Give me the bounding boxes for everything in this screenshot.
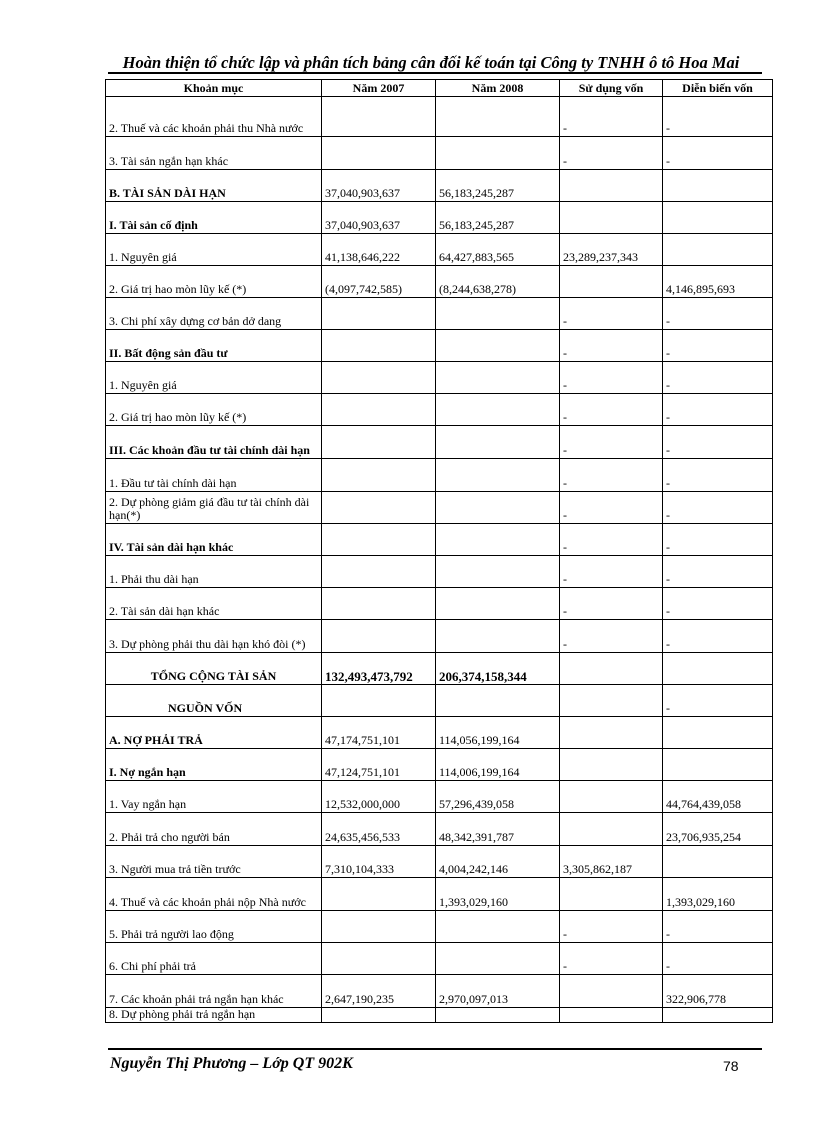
year-2007-cell: 7,310,104,333 <box>322 846 436 878</box>
change-of-funds-cell <box>663 653 773 685</box>
year-2008-cell: 56,183,245,287 <box>436 202 560 234</box>
change-of-funds-cell: 23,706,935,254 <box>663 813 773 846</box>
use-of-funds-cell <box>560 685 663 717</box>
table-row <box>106 170 773 202</box>
use-of-funds-cell <box>560 266 663 298</box>
change-of-funds-cell: 322,906,778 <box>663 975 773 1008</box>
table-row <box>106 492 773 524</box>
row-label: TỔNG CỘNG TÀI SẢN <box>106 653 322 685</box>
change-of-funds-cell: - <box>663 588 773 620</box>
table-row <box>106 878 773 911</box>
year-2008-cell <box>436 1008 560 1023</box>
year-2008-cell: 114,056,199,164 <box>436 717 560 749</box>
year-2007-cell <box>322 330 436 362</box>
year-2008-cell <box>436 524 560 556</box>
use-of-funds-cell <box>560 1008 663 1023</box>
table-row <box>106 97 773 137</box>
change-of-funds-cell: - <box>663 911 773 943</box>
row-label: 3. Tài sản ngắn hạn khác <box>106 137 322 170</box>
change-of-funds-cell: - <box>663 685 773 717</box>
row-label: 1. Nguyên giá <box>106 234 322 266</box>
row-label: NGUỒN VỐN <box>106 685 322 717</box>
column-header-change-of-funds: Diễn biến vốn <box>663 80 773 97</box>
year-2008-cell: 4,004,242,146 <box>436 846 560 878</box>
change-of-funds-cell: - <box>663 137 773 170</box>
row-label: 3. Dự phòng phải thu dài hạn khó đòi (*) <box>106 620 322 653</box>
year-2008-cell <box>436 685 560 717</box>
change-of-funds-cell: 1,393,029,160 <box>663 878 773 911</box>
year-2008-cell <box>436 588 560 620</box>
year-2008-cell <box>436 298 560 330</box>
table-row <box>106 749 773 781</box>
change-of-funds-cell <box>663 170 773 202</box>
row-label: 3. Người mua trả tiền trước <box>106 846 322 878</box>
year-2007-cell <box>322 394 436 426</box>
year-2008-cell <box>436 620 560 653</box>
change-of-funds-cell: - <box>663 362 773 394</box>
use-of-funds-cell <box>560 813 663 846</box>
year-2007-cell <box>322 685 436 717</box>
use-of-funds-cell: - <box>560 362 663 394</box>
change-of-funds-cell: - <box>663 426 773 459</box>
table-row <box>106 202 773 234</box>
row-label: 1. Nguyên giá <box>106 362 322 394</box>
use-of-funds-cell <box>560 878 663 911</box>
table-row <box>106 137 773 170</box>
year-2007-cell: (4,097,742,585) <box>322 266 436 298</box>
table-row <box>106 717 773 749</box>
change-of-funds-cell: - <box>663 943 773 975</box>
use-of-funds-cell: - <box>560 137 663 170</box>
row-label: 2. Thuế và các khoản phải thu Nhà nước <box>106 97 322 137</box>
year-2008-cell <box>436 492 560 524</box>
row-label: 2. Phải trả cho người bán <box>106 813 322 846</box>
year-2007-cell <box>322 459 436 492</box>
year-2007-cell: 132,493,473,792 <box>322 653 436 685</box>
table-row <box>106 1008 773 1023</box>
table-header-row <box>106 80 773 97</box>
year-2007-cell <box>322 524 436 556</box>
year-2007-cell: 47,174,751,101 <box>322 717 436 749</box>
row-label: 1. Phải thu dài hạn <box>106 556 322 588</box>
table-row <box>106 685 773 717</box>
year-2007-cell <box>322 878 436 911</box>
change-of-funds-cell: - <box>663 330 773 362</box>
row-label: 2. Dự phòng giảm giá đầu tư tài chính dài hạn(*) <box>106 492 322 524</box>
table-row <box>106 588 773 620</box>
use-of-funds-cell: 3,305,862,187 <box>560 846 663 878</box>
column-header-2007: Năm 2007 <box>322 80 436 97</box>
change-of-funds-cell <box>663 202 773 234</box>
year-2007-cell <box>322 588 436 620</box>
use-of-funds-cell: - <box>560 524 663 556</box>
year-2007-cell: 37,040,903,637 <box>322 170 436 202</box>
year-2008-cell: 2,970,097,013 <box>436 975 560 1008</box>
year-2008-cell <box>436 137 560 170</box>
table-row <box>106 298 773 330</box>
year-2008-cell <box>436 330 560 362</box>
column-header-item: Khoản mục <box>106 80 322 97</box>
change-of-funds-cell: 4,146,895,693 <box>663 266 773 298</box>
page-number: 78 <box>723 1058 739 1074</box>
balance-sheet-table <box>105 79 773 1023</box>
row-label: 1. Đầu tư tài chính dài hạn <box>106 459 322 492</box>
year-2008-cell <box>436 911 560 943</box>
row-label: 4. Thuế và các khoản phải nộp Nhà nước <box>106 878 322 911</box>
row-label: I. Tài sản cố định <box>106 202 322 234</box>
row-label: 3. Chi phí xây dựng cơ bản dở dang <box>106 298 322 330</box>
row-label: 2. Giá trị hao mòn lũy kế (*) <box>106 266 322 298</box>
use-of-funds-cell: - <box>560 588 663 620</box>
year-2007-cell: 24,635,456,533 <box>322 813 436 846</box>
use-of-funds-cell: - <box>560 426 663 459</box>
use-of-funds-cell: - <box>560 943 663 975</box>
table-row <box>106 556 773 588</box>
use-of-funds-cell: - <box>560 556 663 588</box>
table-row <box>106 975 773 1008</box>
use-of-funds-cell <box>560 717 663 749</box>
change-of-funds-cell: - <box>663 524 773 556</box>
change-of-funds-cell: - <box>663 492 773 524</box>
year-2008-cell: 57,296,439,058 <box>436 781 560 813</box>
year-2007-cell <box>322 1008 436 1023</box>
year-2007-cell: 2,647,190,235 <box>322 975 436 1008</box>
use-of-funds-cell <box>560 170 663 202</box>
change-of-funds-cell <box>663 717 773 749</box>
year-2007-cell <box>322 556 436 588</box>
year-2007-cell: 41,138,646,222 <box>322 234 436 266</box>
year-2008-cell <box>436 97 560 137</box>
year-2008-cell: 1,393,029,160 <box>436 878 560 911</box>
table-row <box>106 911 773 943</box>
table-row <box>106 781 773 813</box>
year-2007-cell: 37,040,903,637 <box>322 202 436 234</box>
page-header-title: Hoàn thiện tổ chức lập và phân tích bảng cân đối kế toán tại Công ty TNHH ô tô Hoa Mai <box>122 53 740 72</box>
table-row <box>106 813 773 846</box>
footer-author: Nguyễn Thị Phương – Lớp QT 902K <box>110 1055 353 1072</box>
row-label: A. NỢ PHẢI TRẢ <box>106 717 322 749</box>
year-2008-cell <box>436 459 560 492</box>
table-row <box>106 394 773 426</box>
use-of-funds-cell: - <box>560 459 663 492</box>
use-of-funds-cell: - <box>560 97 663 137</box>
change-of-funds-cell <box>663 234 773 266</box>
footer-divider <box>108 1048 762 1050</box>
year-2007-cell <box>322 97 436 137</box>
use-of-funds-cell <box>560 975 663 1008</box>
table-row <box>106 524 773 556</box>
change-of-funds-cell <box>663 1008 773 1023</box>
year-2007-cell <box>322 492 436 524</box>
year-2008-cell <box>436 943 560 975</box>
change-of-funds-cell: 44,764,439,058 <box>663 781 773 813</box>
use-of-funds-cell <box>560 781 663 813</box>
row-label: I. Nợ ngắn hạn <box>106 749 322 781</box>
row-label: 8. Dự phòng phải trả ngắn hạn <box>106 1008 322 1023</box>
table-row <box>106 234 773 266</box>
row-label: 1. Vay ngắn hạn <box>106 781 322 813</box>
year-2008-cell <box>436 426 560 459</box>
change-of-funds-cell: - <box>663 394 773 426</box>
use-of-funds-cell: - <box>560 911 663 943</box>
year-2007-cell <box>322 943 436 975</box>
year-2007-cell: 47,124,751,101 <box>322 749 436 781</box>
year-2008-cell: 114,006,199,164 <box>436 749 560 781</box>
year-2008-cell: (8,244,638,278) <box>436 266 560 298</box>
year-2008-cell <box>436 556 560 588</box>
change-of-funds-cell: - <box>663 298 773 330</box>
table-row <box>106 459 773 492</box>
row-label: 7. Các khoản phải trả ngắn hạn khác <box>106 975 322 1008</box>
year-2007-cell: 12,532,000,000 <box>322 781 436 813</box>
column-header-2008: Năm 2008 <box>436 80 560 97</box>
column-header-use-of-funds: Sử dụng vốn <box>560 80 663 97</box>
table-row <box>106 362 773 394</box>
use-of-funds-cell: - <box>560 298 663 330</box>
year-2008-cell: 48,342,391,787 <box>436 813 560 846</box>
table-row <box>106 943 773 975</box>
year-2007-cell <box>322 298 436 330</box>
header-divider <box>108 72 762 74</box>
use-of-funds-cell: - <box>560 394 663 426</box>
change-of-funds-cell: - <box>663 97 773 137</box>
change-of-funds-cell: - <box>663 556 773 588</box>
row-label: B. TÀI SẢN DÀI HẠN <box>106 170 322 202</box>
row-label: III. Các khoản đầu tư tài chính dài hạn <box>106 426 322 459</box>
table-row <box>106 426 773 459</box>
row-label: II. Bất động sản đầu tư <box>106 330 322 362</box>
year-2008-cell: 56,183,245,287 <box>436 170 560 202</box>
change-of-funds-cell <box>663 846 773 878</box>
table-row <box>106 846 773 878</box>
row-label: 6. Chi phí phải trả <box>106 943 322 975</box>
use-of-funds-cell: 23,289,237,343 <box>560 234 663 266</box>
table-row <box>106 620 773 653</box>
year-2007-cell <box>322 620 436 653</box>
change-of-funds-cell: - <box>663 620 773 653</box>
table-row <box>106 330 773 362</box>
year-2008-cell: 206,374,158,344 <box>436 653 560 685</box>
year-2008-cell: 64,427,883,565 <box>436 234 560 266</box>
row-label: IV. Tài sản dài hạn khác <box>106 524 322 556</box>
row-label: 5. Phải trả người lao động <box>106 911 322 943</box>
use-of-funds-cell: - <box>560 492 663 524</box>
table-row <box>106 266 773 298</box>
use-of-funds-cell: - <box>560 330 663 362</box>
change-of-funds-cell: - <box>663 459 773 492</box>
year-2007-cell <box>322 362 436 394</box>
year-2007-cell <box>322 426 436 459</box>
use-of-funds-cell <box>560 202 663 234</box>
change-of-funds-cell <box>663 749 773 781</box>
use-of-funds-cell: - <box>560 620 663 653</box>
year-2007-cell <box>322 137 436 170</box>
table-row <box>106 653 773 685</box>
use-of-funds-cell <box>560 653 663 685</box>
row-label: 2. Giá trị hao mòn lũy kế (*) <box>106 394 322 426</box>
year-2007-cell <box>322 911 436 943</box>
year-2008-cell <box>436 362 560 394</box>
use-of-funds-cell <box>560 749 663 781</box>
year-2008-cell <box>436 394 560 426</box>
row-label: 2. Tài sản dài hạn khác <box>106 588 322 620</box>
